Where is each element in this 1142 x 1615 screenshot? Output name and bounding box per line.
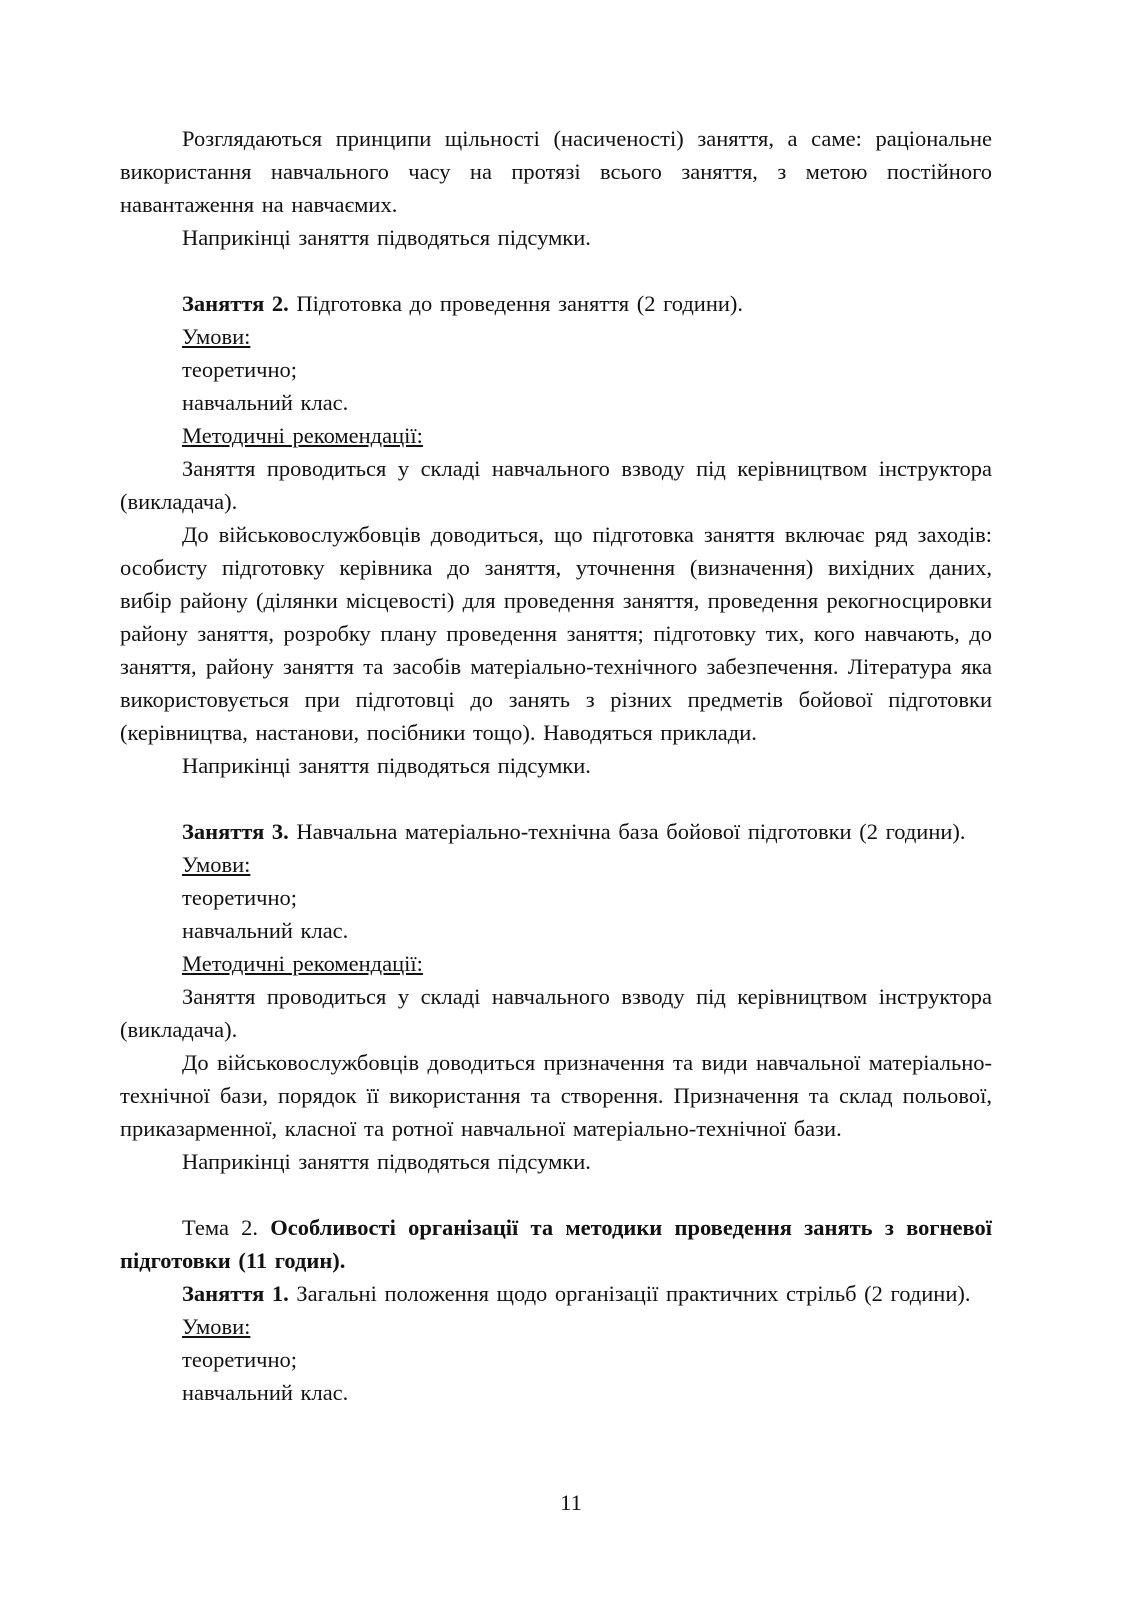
paragraph [120, 518, 1000, 749]
text-run: Наприкінці заняття підводяться підсумки. [182, 1149, 591, 1174]
text-run: теоретично; [182, 885, 298, 910]
bold-text: Заняття 3. [182, 819, 289, 844]
paragraph [120, 1343, 992, 1376]
paragraph [120, 1310, 992, 1343]
text-run: теоретично; [182, 357, 298, 382]
paragraph [120, 1145, 992, 1178]
bold-text: Заняття 1. [182, 1281, 289, 1306]
text-run: теоретично; [182, 1347, 298, 1372]
blank-line [120, 254, 992, 287]
page-number: 11 [560, 1490, 582, 1515]
text-run: Заняття проводиться у складі навчального взводу під керівництвом інструктора (викладача). [120, 984, 1000, 1042]
text-run: Тема 2. [182, 1215, 271, 1240]
paragraph [120, 386, 992, 419]
text-run: навчальний клас. [182, 1380, 349, 1405]
underlined-text: Умови: [182, 1314, 251, 1339]
paragraph [120, 914, 992, 947]
text-run: Розглядаються принципи щільності (насиченості) заняття, а саме: раціональне використання навчального часу на протязі всього заняття, з метою постійного навантаження на навчаємих. [120, 126, 1000, 217]
text-run: Наприкінці заняття підводяться підсумки. [182, 225, 591, 250]
bold-text: Заняття 2. [182, 291, 289, 316]
paragraph [120, 980, 1000, 1046]
text-run: навчальний клас. [182, 390, 349, 415]
text-run: навчальний клас. [182, 918, 349, 943]
paragraph [120, 353, 992, 386]
paragraph [120, 287, 992, 320]
text-run: Навчальна матеріально-технічна база бойової підготовки (2 години). [288, 819, 966, 844]
paragraph [120, 1277, 992, 1310]
paragraph [120, 749, 992, 782]
paragraph [120, 848, 992, 881]
underlined-text: Методичні рекомендації: [182, 423, 423, 448]
text-run: Заняття проводиться у складі навчального взводу під керівництвом інструктора (викладача). [120, 456, 1000, 514]
paragraph [120, 947, 992, 980]
blank-line [120, 782, 992, 815]
paragraph [120, 881, 992, 914]
paragraph [120, 452, 1000, 518]
paragraph [120, 1211, 1000, 1277]
text-run: Наприкінці заняття підводяться підсумки. [182, 753, 591, 778]
underlined-text: Умови: [182, 324, 251, 349]
paragraph [120, 122, 1000, 221]
bold-text: Особливості організації та методики проведення занять з вогневої підготовки (11 годин). [120, 1215, 1000, 1273]
paragraph [120, 320, 992, 353]
paragraph [120, 419, 992, 452]
text-run: До військовослужбовців доводиться призначення та види навчальної матеріально-технічної бази, порядок її використання та створення. Призначення та склад польової, приказарменної, класної та ротної навчальної матеріально-технічної бази. [120, 1050, 1000, 1141]
paragraph [120, 1376, 992, 1409]
paragraph [120, 221, 992, 254]
text-run: Загальні положення щодо організації практичних стрільб (2 години). [288, 1281, 971, 1306]
paragraph [120, 1046, 1000, 1145]
document-body [120, 122, 1000, 1409]
blank-line [120, 1178, 992, 1211]
text-run: Підготовка до проведення заняття (2 години). [288, 291, 744, 316]
paragraph [120, 815, 992, 848]
text-run: До військовослужбовців доводиться, що підготовка заняття включає ряд заходів: особисту підготовку керівника до заняття, уточнення (визначення) вихідних даних, вибір району (ділянки місцевості) для проведення заняття, проведення рекогносцировки району заняття, розробку плану проведення заняття; підготовку тих, кого навчають, до заняття, району заняття та засобів матеріально-технічного забезпечення. Література яка використовується при підготовці до занять з різних предметів бойової підготовки (керівництва, настанови, посібники тощо). Наводяться приклади. [120, 522, 1000, 745]
underlined-text: Методичні рекомендації: [182, 951, 423, 976]
underlined-text: Умови: [182, 852, 251, 877]
